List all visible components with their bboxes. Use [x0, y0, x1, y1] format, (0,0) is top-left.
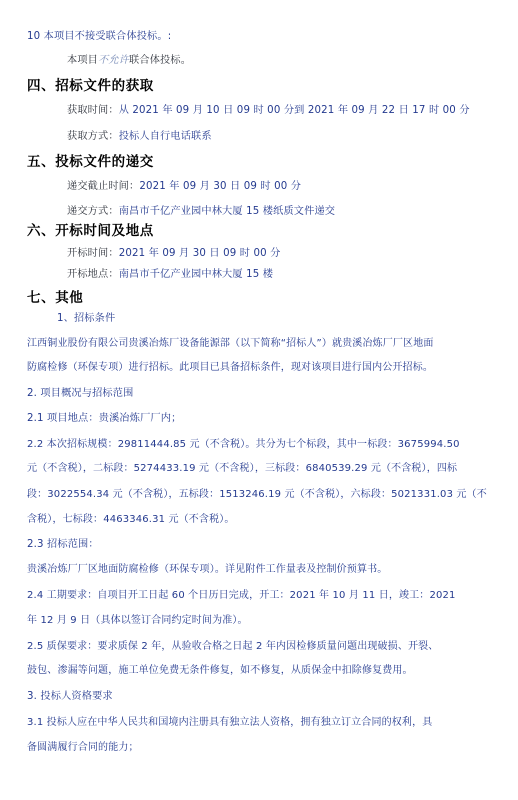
no-consortium-line: 10 本项目不接受联合体投标。: — [27, 31, 172, 42]
project-location: 2.1 项目地点：贵溪冶炼厂厂内； — [27, 413, 182, 424]
opening-time-value: 2021 年 09 月 30 日 09 时 00 分 — [118, 248, 281, 259]
opening-time-label: 开标时间： — [67, 248, 119, 259]
submit-deadline-label: 递交截止时间： — [67, 181, 140, 192]
tender-scale-1: 2.2 本次招标规模：29811444.85 元（不含税）。共分为七个标段，其中一标段：3675994.50 — [27, 439, 460, 450]
tender-conditions-para-1: 江西铜业股份有限公司贵溪冶炼厂设备能源部（以下简称“招标人”）就贵溪冶炼厂厂区地面 — [27, 338, 434, 349]
opening-place-line — [67, 268, 273, 282]
tender-scale-4: 含税），七标段：4463346.31 元（不含税）。 — [27, 514, 235, 525]
consortium-notice — [67, 54, 191, 68]
bidder-qualification-1: 3.1 投标人应在中华人民共和国境内注册具有独立法人资格，拥有独立订立合同的权利，具 — [27, 717, 433, 728]
obtain-method-value: 投标人自行电话联系 — [118, 131, 212, 142]
opening-place-label: 开标地点： — [67, 269, 119, 280]
obtain-time-label: 获取时间： — [67, 105, 119, 116]
submit-method-value: 南昌市千亿产业园中林大厦 15 楼纸质文件递交 — [118, 206, 336, 217]
obtain-method-line — [67, 130, 212, 144]
project-overview-title: 2. 项目概况与招标范围 — [27, 388, 134, 399]
bidder-qualification-title: 3. 投标人资格要求 — [27, 691, 113, 702]
section-6-heading: 六、开标时间及地点 — [27, 223, 154, 239]
tender-scale-3: 段：3022554.34 元（不含税），五标段：1513246.19 元（不含税），六标段：5021331.03 元（不 — [27, 489, 487, 500]
section-5-heading: 五、投标文件的递交 — [27, 154, 154, 170]
consortium-prefix: 本项目 — [67, 55, 99, 66]
obtain-method-label: 获取方式： — [67, 131, 119, 142]
tender-conditions-para-2: 防腐检修（环保专项）进行招标。此项目已具备招标条件，现对该项目进行国内公开招标。 — [27, 362, 433, 373]
submit-method-label: 递交方式： — [67, 206, 119, 217]
opening-time-line — [67, 247, 280, 261]
tender-scope-title: 2.3 招标范围： — [27, 539, 99, 550]
section-7-heading: 七、其他 — [27, 290, 84, 306]
schedule-requirement-1: 2.4 工期要求：自项目开工日起 60 个日历日完成，开工：2021 年 10 月 11 日，竣工：2021 — [27, 590, 456, 601]
bidder-qualification-2: 备圆满履行合同的能力； — [27, 742, 139, 753]
consortium-control-value: 不允许 — [98, 55, 130, 66]
schedule-requirement-2: 年 12 月 9 日（具体以签订合同约定时间为准）。 — [27, 615, 248, 626]
tender-conditions-title: 1、招标条件 — [57, 313, 116, 324]
warranty-requirement-1: 2.5 质保要求：要求质保 2 年，从验收合格之日起 2 年内因检修质量问题出现破损、开裂、 — [27, 641, 439, 652]
submit-deadline-value: 2021 年 09 月 30 日 09 时 00 分 — [139, 181, 302, 192]
section-4-heading: 四、招标文件的获取 — [27, 78, 154, 94]
consortium-suffix: 联合体投标。 — [129, 55, 192, 66]
warranty-requirement-2: 鼓包、渗漏等问题，施工单位免费无条件修复，如不修复，从质保金中扣除修复费用。 — [27, 665, 413, 676]
opening-place-value: 南昌市千亿产业园中林大厦 15 楼 — [118, 269, 274, 280]
obtain-time-value: 从 2021 年 09 月 10 日 09 时 00 分到 2021 年 09 月 22 日 17 时 00 分 — [118, 105, 470, 116]
tender-scope-text: 贵溪冶炼厂厂区地面防腐检修（环保专项）。详见附件工作量表及控制价预算书。 — [27, 564, 388, 575]
submit-deadline-line — [67, 180, 301, 194]
submit-method-line — [67, 205, 335, 219]
tender-scale-2: 元（不含税），二标段：5274433.19 元（不含税），三标段：6840539.29 元（不含税），四标 — [27, 463, 458, 474]
obtain-time-line — [67, 104, 470, 118]
